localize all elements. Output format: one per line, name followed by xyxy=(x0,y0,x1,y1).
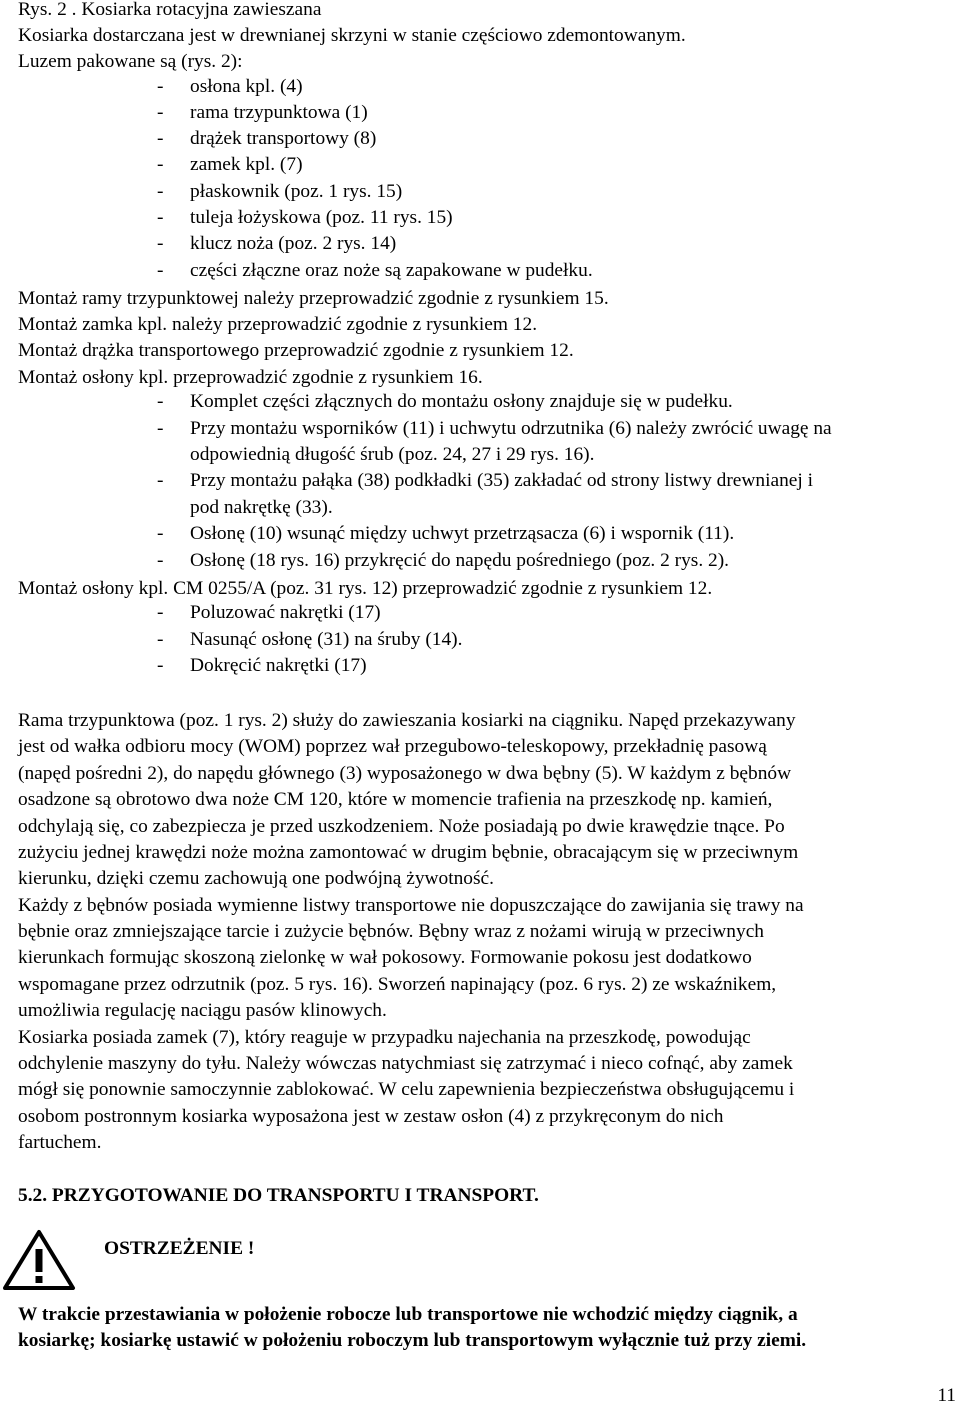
list-item: Dokręcić nakrętki (17) xyxy=(190,655,367,676)
description-line: zużyciu jednej krawędzi noże można zamontować w drugim bębnie, obracającym się w przeciwnym xyxy=(18,842,799,863)
list-item: klucz noża (poz. 2 rys. 14) xyxy=(190,233,397,254)
page-number: 11 xyxy=(937,1385,956,1406)
intro-line-1: Kosiarka dostarczana jest w drewnianej skrzyni w stanie częściowo zdemontowanym. xyxy=(18,25,686,46)
list-item: rama trzypunktowa (1) xyxy=(190,102,368,123)
description-line: osadzone są obrotowo dwa noże CM 120, które w momencie trafienia na przeszkodę np. kamień, xyxy=(18,789,773,810)
list-dash: - xyxy=(157,102,164,123)
list-item: części złączne oraz noże są zapakowane w pudełku. xyxy=(190,260,593,281)
description-line: jest od wałka odbioru mocy (WOM) poprzez wał przegubowo-teleskopowy, przekładnię pasową xyxy=(18,736,767,757)
assembly-line: Montaż zamka kpl. należy przeprowadzić zgodnie z rysunkiem 12. xyxy=(18,314,538,335)
description-line: Rama trzypunktowa (poz. 1 rys. 2) służy do zawieszania kosiarki na ciągniku. Napęd przekazywany xyxy=(18,710,796,731)
list-dash: - xyxy=(157,655,164,676)
list-item-continuation: pod nakrętkę (33). xyxy=(190,497,333,518)
list-item: Osłonę (10) wsunąć między uchwyt przetrząsacza (6) i wspornik (11). xyxy=(190,523,735,544)
description-line: fartuchem. xyxy=(18,1132,102,1153)
list-dash: - xyxy=(157,181,164,202)
list-dash: - xyxy=(157,391,164,412)
list-dash: - xyxy=(157,207,164,228)
list-item: Osłonę (18 rys. 16) przykręcić do napędu pośredniego (poz. 2 rys. 2). xyxy=(190,550,730,571)
description-line: Każdy z bębnów posiada wymienne listwy transportowe nie dopuszczające do zawijania się trawy na xyxy=(18,895,804,916)
description-line: odchylają się, co zabezpiecza je przed uszkodzeniem. Noże posiadają po dwie krawędzie tnące. Po xyxy=(18,816,785,837)
list-item: drążek transportowy (8) xyxy=(190,128,377,149)
warning-triangle-icon xyxy=(2,1229,76,1291)
list-item: osłona kpl. (4) xyxy=(190,76,303,97)
warning-text-line: W trakcie przestawiania w położenie robocze lub transportowe nie wchodzić między ciągnik, a xyxy=(18,1304,798,1325)
list-dash: - xyxy=(157,128,164,149)
list-item-continuation: odpowiednią długość śrub (poz. 24, 27 i 29 rys. 16). xyxy=(190,444,595,465)
assembly-line: Montaż osłony kpl. przeprowadzić zgodnie z rysunkiem 16. xyxy=(18,367,483,388)
list-dash: - xyxy=(157,418,164,439)
figure-caption: Rys. 2 . Kosiarka rotacyjna zawieszana xyxy=(18,0,322,20)
list-item: płaskownik (poz. 1 rys. 15) xyxy=(190,181,403,202)
section-heading: 5.2. PRZYGOTOWANIE DO TRANSPORTU I TRANSPORT. xyxy=(18,1185,539,1206)
list-item: Nasunąć osłonę (31) na śruby (14). xyxy=(190,629,463,650)
cm-assembly-title: Montaż osłony kpl. CM 0255/A (poz. 31 rys. 12) przeprowadzić zgodnie z rysunkiem 12. xyxy=(18,578,713,599)
list-dash: - xyxy=(157,233,164,254)
assembly-line: Montaż ramy trzypunktowej należy przeprowadzić zgodnie z rysunkiem 15. xyxy=(18,288,609,309)
intro-line-2: Luzem pakowane są (rys. 2): xyxy=(18,51,243,72)
description-line: Kosiarka posiada zamek (7), który reaguje w przypadku najechania na przeszkodę, powodując xyxy=(18,1027,751,1048)
description-line: kierunku, dzięki czemu zachowują one podwójną żywotność. xyxy=(18,868,494,889)
list-item: zamek kpl. (7) xyxy=(190,154,303,175)
list-dash: - xyxy=(157,154,164,175)
list-dash: - xyxy=(157,260,164,281)
assembly-line: Montaż drążka transportowego przeprowadzić zgodnie z rysunkiem 12. xyxy=(18,340,574,361)
description-line: mógł się ponownie samoczynnie zablokować. W celu zapewnienia bezpieczeństwa obsługującemu i xyxy=(18,1079,795,1100)
list-dash: - xyxy=(157,470,164,491)
list-item: Przy montażu pałąka (38) podkładki (35) zakładać od strony listwy drewnianej i xyxy=(190,470,814,491)
description-line: wspomagane przez odrzutnik (poz. 5 rys. 16). Sworzeń napinający (poz. 6 rys. 2) ze wskaźnikem, xyxy=(18,974,777,995)
warning-text-line: kosiarkę; kosiarkę ustawić w położeniu roboczym lub transportowym wyłącznie tuż przy ziemi. xyxy=(18,1330,807,1351)
list-item: Komplet części złącznych do montażu osłony znajduje się w pudełku. xyxy=(190,391,733,412)
description-line: umożliwia regulację naciągu pasów klinowych. xyxy=(18,1000,387,1021)
list-dash: - xyxy=(157,76,164,97)
description-line: kierunkach formując skoszoną zielonkę w wał pokosowy. Formowanie pokosu jest dodatkowo xyxy=(18,947,752,968)
list-dash: - xyxy=(157,629,164,650)
list-item: Przy montażu wsporników (11) i uchwytu odrzutnika (6) należy zwrócić uwagę na xyxy=(190,418,832,439)
list-dash: - xyxy=(157,523,164,544)
description-line: odchylenie maszyny do tyłu. Należy wówczas natychmiast się zatrzymać i nieco cofnąć, aby zamek xyxy=(18,1053,793,1074)
list-item: Poluzować nakrętki (17) xyxy=(190,602,381,623)
description-line: osobom postronnym kosiarka wyposażona jest w zestaw osłon (4) z przykręconym do nich xyxy=(18,1106,724,1127)
list-item: tuleja łożyskowa (poz. 11 rys. 15) xyxy=(190,207,453,228)
list-dash: - xyxy=(157,550,164,571)
list-dash: - xyxy=(157,602,164,623)
description-line: (napęd pośredni 2), do napędu głównego (3) wyposażonego w dwa bębny (5). W każdym z bębnów xyxy=(18,763,792,784)
warning-label: OSTRZEŻENIE ! xyxy=(104,1238,255,1259)
description-line: bębnie oraz zmniejszające tarcie i zużycie bębnów. Bębny wraz z nożami wirują w przeciwnych xyxy=(18,921,764,942)
